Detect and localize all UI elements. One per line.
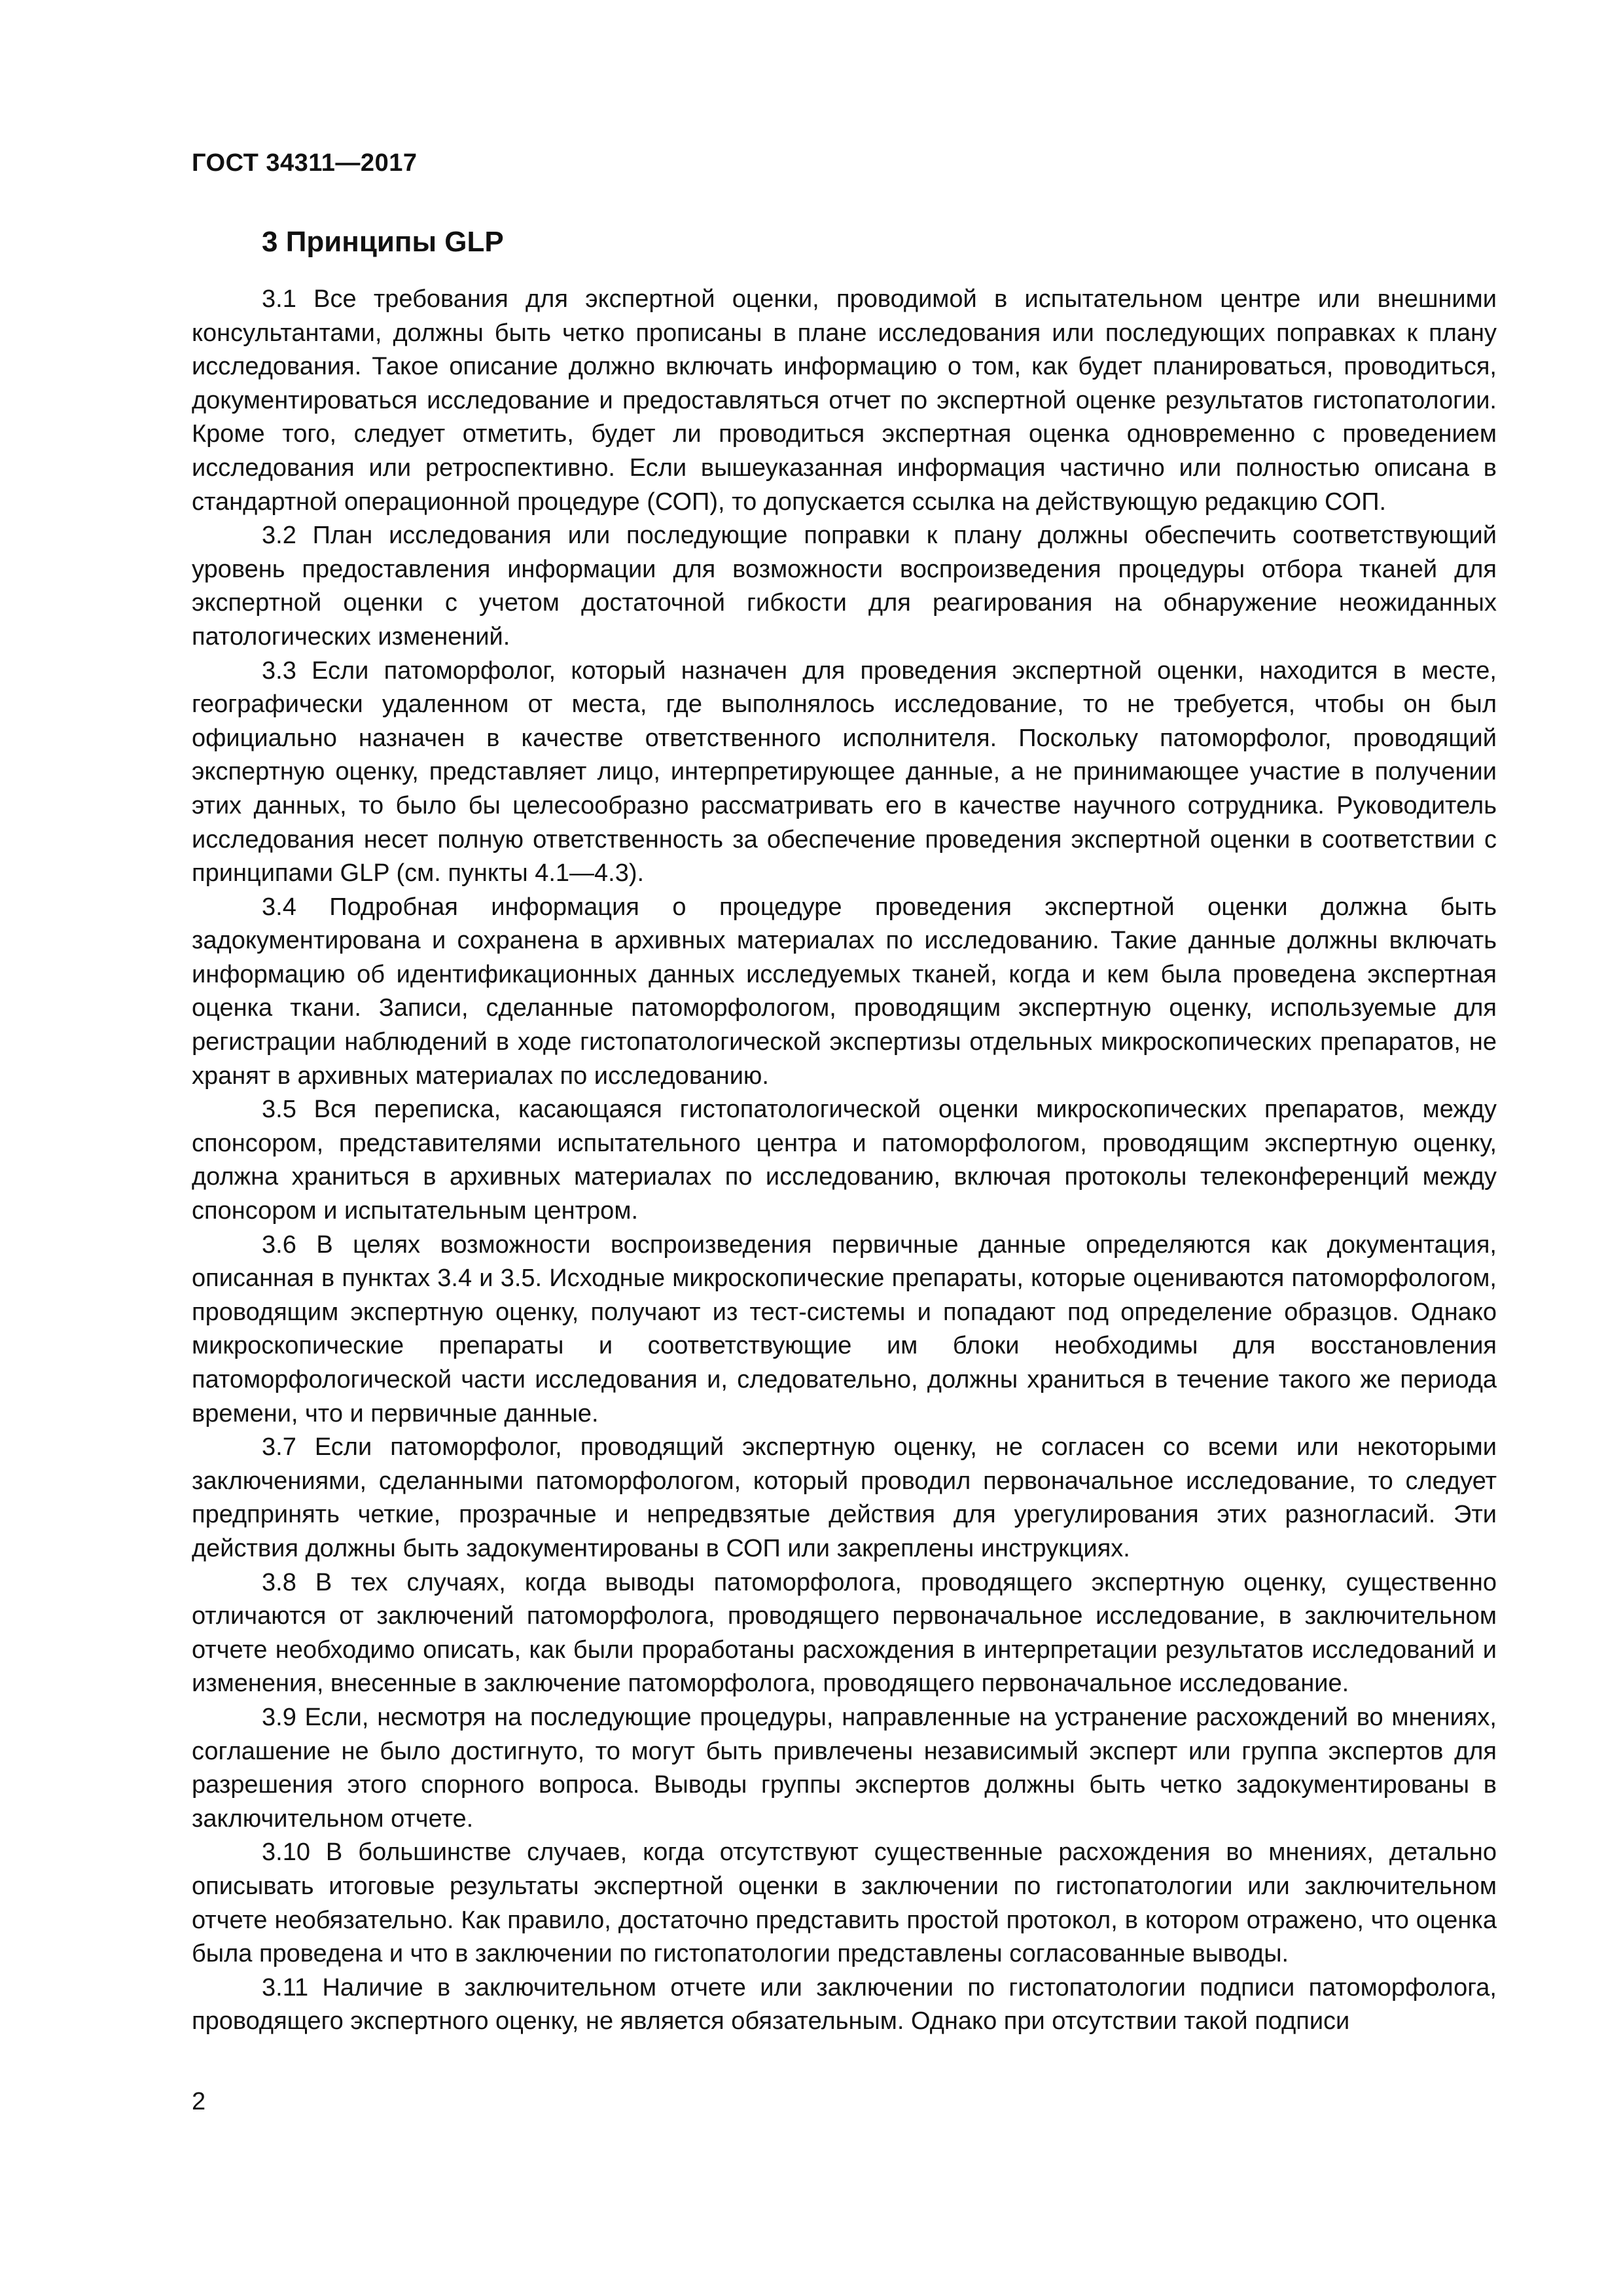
paragraph-3-2: 3.2 План исследования или последующие поправки к плану должны обеспечить соответствующий уровень предоставления информации для возможности воспроизведения процедуры отбора тканей для экспертной оценки с учетом достаточной гибкости для реагирования на обнаружение неожиданных патологических изменений. [192, 522, 1497, 651]
paragraph-3-11: 3.11 Наличие в заключительном отчете или заключении по гистопатологии подписи патоморфолога, проводящего экспертного оценку, не является обязательным. Однако при отсутствии такой подписи [192, 1973, 1497, 2036]
paragraph-3-9: 3.9 Если, несмотря на последующие процедуры, направленные на устранение расхождений во мнениях, соглашение не было достигнуто, то могут быть привлечены независимый эксперт или группа экспертов для разрешения этого спорного вопроса. Выводы группы экспертов должны быть четко задокументированы в заключительном отчете. [192, 1703, 1497, 1833]
page-number: 2 [192, 2088, 206, 2115]
section-title: 3 Принципы GLP [262, 226, 504, 258]
paragraph-3-4: 3.4 Подробная информация о процедуре проведения экспертной оценки должна быть задокументирована и сохранена в архивных материалах по исследованию. Такие данные должны включать информацию об идентификационных данных исследуемых тканей, когда и кем была проведена экспертная оценка ткани. Записи, сделанные патоморфологом, проводящим экспертную оценку, используемые для регистрации наблюдений в ходе гистопатологической экспертизы отдельных микроскопических препаратов, не хранят в архивных материалах по исследованию. [192, 893, 1497, 1090]
paragraph-3-10: 3.10 В большинстве случаев, когда отсутствуют существенные расхождения во мнениях, детально описывать итоговые результаты экспертной оценки в заключении по гистопатологии или заключительном отчете необязательно. Как правило, достаточно представить простой протокол, в котором отражено, что оценка была проведена и что в заключении по гистопатологии представлены согласованные выводы. [192, 1839, 1497, 1968]
paragraph-3-7: 3.7 Если патоморфолог, проводящий экспертную оценку, не согласен со всеми или некоторыми заключениями, сделанными патоморфологом, который проводил первоначальное исследование, то следует предпринять четкие, прозрачные и непредвзятые действия для урегулирования этих разногласий. Эти действия должны быть задокументированы в СОП или закреплены инструкциях. [192, 1433, 1497, 1562]
paragraph-3-6: 3.6 В целях возможности воспроизведения первичные данные определяются как документация, описанная в пунктах 3.4 и 3.5. Исходные микроскопические препараты, которые оцениваются патоморфологом, проводящим экспертную оценку, получают из тест-системы и попадают под определение образцов. Однако микроскопические препараты и соответствующие им блоки необходимы для восстановления патоморфологической части исследования и, следовательно, должны храниться в течение такого же периода времени, что и первичные данные. [192, 1230, 1497, 1427]
paragraph-3-8: 3.8 В тех случаях, когда выводы патоморфолога, проводящего экспертную оценку, существенно отличаются от заключений патоморфолога, проводящего первоначальное исследование, в заключительном отчете необходимо описать, как были проработаны расхождения в интерпретации результатов исследований и изменения, внесенные в заключение патоморфолога, проводящего первоначальное исследование. [192, 1568, 1497, 1698]
document-code: ГОСТ 34311—2017 [192, 149, 418, 177]
paragraph-3-3: 3.3 Если патоморфолог, который назначен для проведения экспертной оценки, находится в месте, географически удаленном от места, где выполнялось исследование, то не требуется, чтобы он был официально назначен в качестве ответственного исполнителя. Поскольку патоморфолог, проводящий экспертную оценку, представляет лицо, интерпретирующее данные, а не принимающее участие в получении этих данных, то было бы целесообразно рассматривать его в качестве научного сотрудника. Руководитель исследования несет полную ответственность за обеспечение проведения экспертной оценки в соответствии с принципами GLP (см. пункты 4.1—4.3). [192, 656, 1497, 888]
paragraph-3-5: 3.5 Вся переписка, касающаяся гистопатологической оценки микроскопических препаратов, между спонсором, представителями испытательного центра и патоморфологом, проводящим экспертную оценку, должна храниться в архивных материалах по исследованию, включая протоколы телеконференций между спонсором и испытательным центром. [192, 1096, 1497, 1225]
paragraph-3-1: 3.1 Все требования для экспертной оценки, проводимой в испытательном центре или внешними консультантами, должны быть четко прописаны в плане исследования или последующих поправках к плану исследования. Такое описание должно включать информацию о том, как будет планироваться, проводиться, документироваться исследование и предоставляться отчет по экспертной оценке результатов гистопатологии. Кроме того, следует отметить, будет ли проводиться экспертная оценка одновременно с проведением исследования или ретроспективно. Если вышеуказанная информация частично или полностью описана в стандартной операционной процедуре (СОП), то допускается ссылка на действующую редакцию СОП. [192, 285, 1497, 516]
section-body [192, 283, 1497, 2039]
